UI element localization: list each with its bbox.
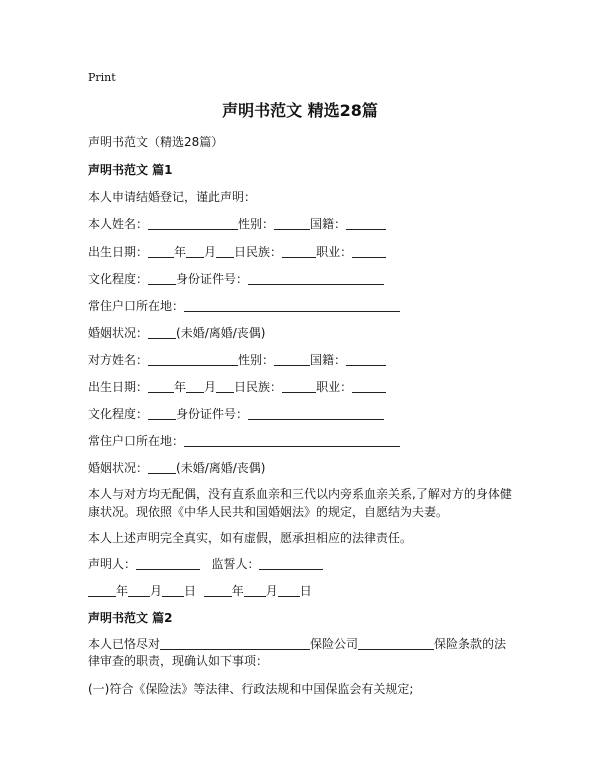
section2-blank-2[interactable]: [358, 636, 434, 650]
own-birth-row: [88, 243, 386, 260]
other-day-ethnicity-label: 日民族：: [234, 380, 283, 394]
date1-day-label: 日: [184, 584, 197, 598]
job-blank[interactable]: [352, 244, 386, 258]
other-edu-blank[interactable]: [148, 406, 176, 420]
ethnicity-blank[interactable]: [282, 244, 316, 258]
other-birth-month-blank[interactable]: [186, 379, 204, 393]
birth-label: 出生日期：: [88, 245, 149, 259]
other-id-blank[interactable]: [248, 406, 384, 420]
own-marital-row: [88, 324, 265, 341]
other-year-label: 年: [174, 380, 187, 394]
date1-year-blank[interactable]: [88, 583, 116, 597]
declarant-label: 声明人：: [88, 557, 137, 571]
other-residence-blank[interactable]: [184, 433, 400, 447]
date2-day-blank[interactable]: [278, 583, 300, 597]
date1-day-blank[interactable]: [162, 583, 184, 597]
marital-options: (未婚/离婚/丧偶): [176, 326, 266, 340]
other-gender-label: 性别：: [238, 353, 275, 367]
print-label[interactable]: Print: [88, 71, 116, 84]
section2-blank-1[interactable]: [160, 636, 310, 650]
other-residence-label: 常住户口所在地：: [88, 434, 185, 448]
date2-month-label: 月: [265, 584, 278, 598]
section1-intro: 本人申请结婚登记，谨此声明：: [88, 190, 257, 204]
birth-month-blank[interactable]: [186, 244, 204, 258]
other-nationality-label: 国籍：: [310, 353, 347, 367]
id-label: 身份证件号：: [176, 272, 249, 286]
other-name-row: [88, 351, 386, 368]
name-label: 本人姓名：: [88, 217, 149, 231]
section2-line1c: 保险条款的法: [434, 637, 507, 651]
section2-item-1: (一)符合《保险法》等法律、行政法规和中国保监会有关规定;: [88, 682, 414, 696]
other-marital-blank[interactable]: [148, 460, 176, 474]
gender-label: 性别：: [238, 217, 275, 231]
other-birth-label: 出生日期：: [88, 380, 149, 394]
nationality-blank[interactable]: [346, 216, 386, 230]
date2-year-blank[interactable]: [204, 583, 232, 597]
other-ethnicity-blank[interactable]: [282, 379, 316, 393]
residence-blank[interactable]: [184, 298, 400, 312]
other-education-row: [88, 405, 384, 422]
other-name-label: 对方姓名：: [88, 353, 149, 367]
section1-heading: 声明书范文 篇1: [88, 163, 173, 177]
declarant-blank[interactable]: [136, 556, 200, 570]
other-residence-row: [88, 432, 400, 449]
own-name-row: [88, 215, 386, 232]
date1-month-blank[interactable]: [128, 583, 150, 597]
name-blank[interactable]: [148, 216, 238, 230]
section2-line1a: 本人已恪尽对: [88, 637, 161, 651]
edu-blank[interactable]: [148, 271, 176, 285]
other-marital-label: 婚姻状况：: [88, 461, 149, 475]
day-ethnicity-label: 日民族：: [234, 245, 283, 259]
supervisor-label: 监誓人：: [211, 557, 260, 571]
date1-month-label: 月: [150, 584, 163, 598]
other-birth-day-blank[interactable]: [216, 379, 234, 393]
residence-label: 常住户口所在地：: [88, 299, 185, 313]
id-blank[interactable]: [248, 271, 384, 285]
date2-day-label: 日: [299, 584, 312, 598]
date-row: [88, 582, 312, 599]
other-marital-row: [88, 459, 265, 476]
other-id-label: 身份证件号：: [176, 407, 249, 421]
document-subtitle: 声明书范文（精选28篇）: [88, 135, 224, 149]
own-education-row: [88, 270, 384, 287]
month-label: 月: [204, 245, 217, 259]
birth-day-blank[interactable]: [216, 244, 234, 258]
other-edu-label: 文化程度：: [88, 407, 149, 421]
section2-line2: 律审查的职责，现确认如下事项：: [88, 654, 269, 668]
supervisor-blank[interactable]: [259, 556, 323, 570]
document-title: 声明书范文 精选28篇: [222, 101, 378, 120]
other-gender-blank[interactable]: [274, 352, 310, 366]
section2-line1b: 保险公司: [310, 637, 359, 651]
other-marital-options: (未婚/离婚/丧偶): [176, 461, 266, 475]
other-birth-row: [88, 378, 386, 395]
other-job-label: 职业：: [316, 380, 353, 394]
own-residence-row: [88, 297, 400, 314]
gender-blank[interactable]: [274, 216, 310, 230]
date2-month-blank[interactable]: [244, 583, 266, 597]
job-label: 职业：: [316, 245, 353, 259]
edu-label: 文化程度：: [88, 272, 149, 286]
section2-heading: 声明书范文 篇2: [88, 611, 173, 625]
birth-year-blank[interactable]: [148, 244, 174, 258]
other-job-blank[interactable]: [352, 379, 386, 393]
statement-paragraph-1: 本人与对方均无配偶，没有直系血亲和三代以内旁系血亲关系,了解对方的身体健康状况。现依照《中华人民共和国婚姻法》的规定，自愿结为夫妻。: [88, 487, 512, 519]
statement-paragraph-2: 本人上述声明完全真实，如有虚假，愿承担相应的法律责任。: [88, 531, 413, 545]
date2-year-label: 年: [231, 584, 244, 598]
date1-year-label: 年: [116, 584, 129, 598]
nationality-label: 国籍：: [310, 217, 347, 231]
marital-label: 婚姻状况：: [88, 326, 149, 340]
year-label: 年: [174, 245, 187, 259]
other-name-blank[interactable]: [148, 352, 238, 366]
signature-row: [88, 555, 323, 572]
section2-line1: [88, 635, 506, 652]
other-birth-year-blank[interactable]: [148, 379, 174, 393]
other-nationality-blank[interactable]: [346, 352, 386, 366]
marital-blank[interactable]: [148, 325, 176, 339]
other-month-label: 月: [204, 380, 217, 394]
